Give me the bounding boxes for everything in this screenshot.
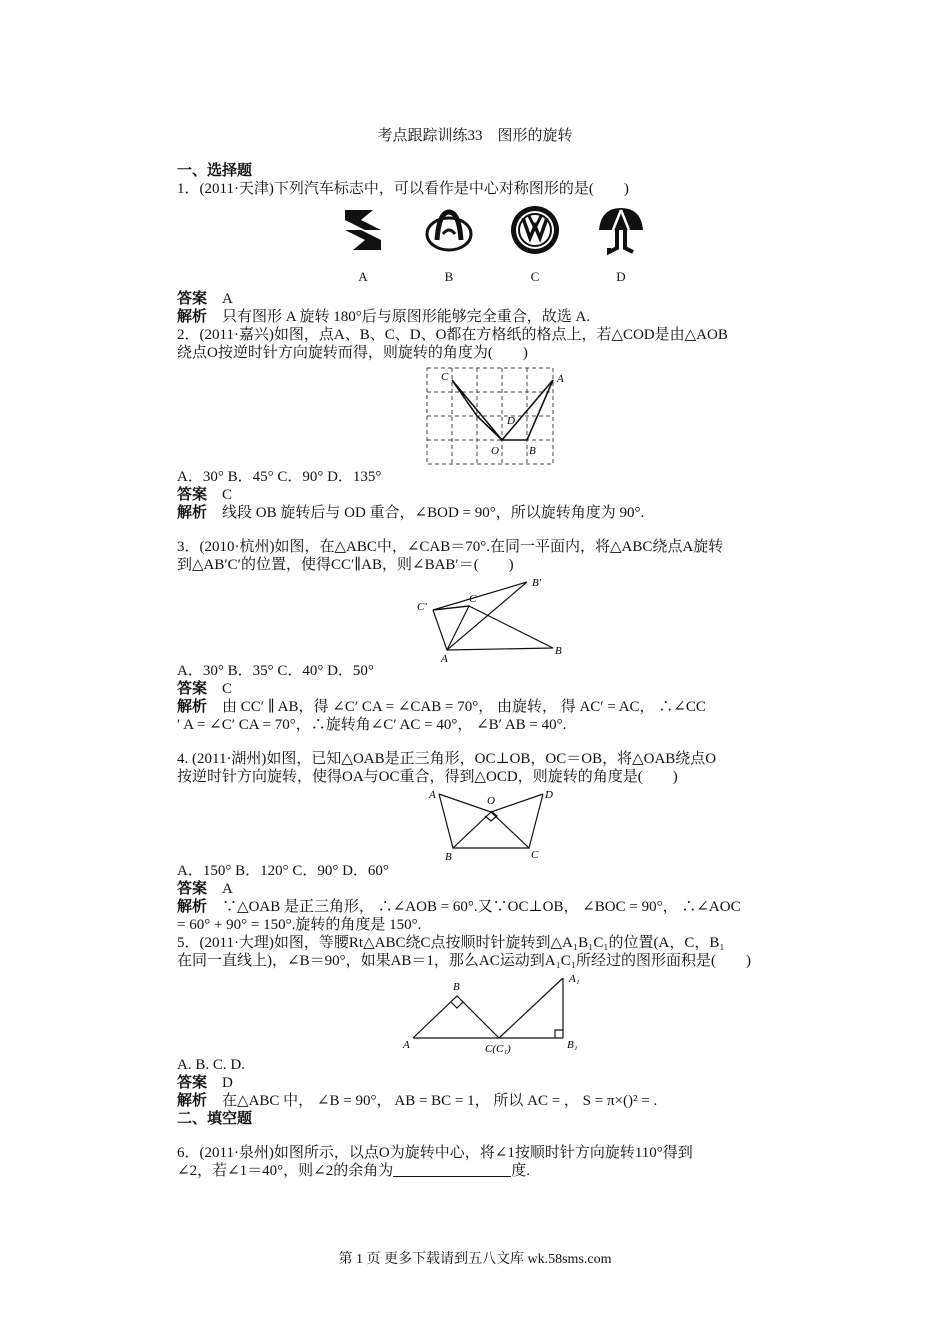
analysis-text: 只有图形 A 旋转 180°后与原图形能够完全重合，故选 A. [222, 309, 591, 325]
answer-label: 答案 [177, 487, 208, 503]
answer-value: A [222, 291, 233, 307]
question-1-stem: 1．(2011·天津)下列汽车标志中，可以看作是中心对称图形的是( ) [177, 181, 629, 197]
answer-label: 答案 [177, 881, 208, 897]
point-label-b1: B₁ [567, 1039, 578, 1051]
answer-label: 答案 [177, 291, 208, 307]
question-3-stem-line2: 到△AB′C′的位置，使得CC′∥AB，则∠BAB′＝( ) [177, 557, 514, 573]
logo-label-a: A [358, 269, 368, 284]
question-4-answer [177, 880, 807, 898]
analysis-text: ∵△OAB 是正三角形， ∴∠AOB = 60°.又∵OC⊥OB， ∠BOC = 90°， ∴∠AOC [222, 899, 741, 915]
question-3-analysis-line1 [177, 698, 807, 716]
question-6-stem-unit: 度. [511, 1163, 530, 1179]
point-label-d: D [507, 415, 515, 427]
point-label-b-prime: B′ [532, 577, 542, 589]
volkswagen-logo-icon [509, 204, 561, 256]
question-6-stem-text: ∠2，若∠1＝40°，则∠2的余角为 [177, 1163, 394, 1179]
question-4-options: A．150° B．120° C．90° D．60° [177, 863, 389, 879]
question-5-answer [177, 1074, 807, 1092]
question-1-answer [177, 290, 807, 308]
section-heading-choice: 一、选择题 [177, 163, 253, 179]
answer-value: C [222, 681, 233, 697]
point-label-b: B [445, 851, 452, 862]
question-1-analysis [177, 308, 807, 326]
point-label-c-c1: C(C₁) [485, 1043, 511, 1055]
umbrella-logo-icon [595, 204, 647, 256]
point-label-c: C [441, 371, 449, 383]
page-footer: 第 1 页 更多下载请到五八文库 wk.58sms.com [338, 1252, 612, 1267]
point-label-a: A [557, 373, 564, 385]
question-2-stem-line2: 绕点O按逆时针方向旋转而得，则旋转的角度为( ) [177, 345, 528, 361]
spacer [177, 522, 807, 538]
question-5-rotation-figure [177, 970, 807, 1056]
question-3-options: A．30° B．35° C．40° D．50° [177, 663, 374, 679]
point-label-o: O [491, 445, 499, 457]
question-5-stem-line2: 在同一直线上)，∠B＝90°，如果AB＝1，那么AC运动到A₁C₁所经过的图形面积是( ) [177, 953, 752, 969]
question-2-options: A．30° B．45° C．90° D．135° [177, 469, 382, 485]
answer-value: A [222, 881, 233, 897]
question-6-stem-line2 [177, 1162, 807, 1180]
analysis-text: 在△ABC 中， ∠B = 90°， AB = BC = 1， 所以 AC = ， S = π×()² = . [222, 1093, 658, 1109]
page-title: 考点跟踪训练33 图形的旋转 [377, 128, 573, 144]
question-5-analysis [177, 1092, 807, 1110]
logo-label-b: B [444, 269, 454, 284]
section-heading-fill: 二、填空题 [177, 1111, 253, 1127]
point-label-b: B [555, 645, 562, 657]
point-label-b: B [529, 445, 536, 457]
answer-value: C [222, 487, 233, 503]
spacer [177, 734, 807, 750]
answer-label: 答案 [177, 681, 208, 697]
suzuki-logo-icon [337, 204, 389, 256]
point-label-c: C [531, 849, 539, 861]
point-label-c-prime: C′ [417, 601, 427, 613]
question-2-answer [177, 486, 807, 504]
car-logo-options [337, 198, 637, 290]
answer-label: 答案 [177, 1075, 208, 1091]
answer-blank[interactable] [393, 1162, 511, 1177]
question-4-analysis-line2: = 60° + 90° = 150°.旋转的角度是 150°. [177, 917, 422, 933]
spacer [177, 1128, 807, 1144]
point-label-a: A [441, 653, 448, 662]
point-label-o: O [487, 795, 495, 807]
point-label-d: D [545, 789, 553, 801]
point-label-b: B [453, 981, 460, 993]
logo-label-c: C [530, 269, 540, 284]
question-4-triangle-figure [177, 786, 807, 862]
answer-value: D [222, 1075, 233, 1091]
analysis-text: 线段 OB 旋转后与 OD 重合，∠BOD = 90°，所以旋转角度为 90°. [222, 505, 645, 521]
question-6-stem-line1: 6．(2011·泉州)如图所示，以点O为旋转中心，将∠1按顺时针方向旋转110°得到 [177, 1145, 693, 1161]
question-2-grid-figure [177, 362, 807, 468]
question-4-stem-line2: 按逆时针方向旋转，使得OA与OC重合，得到△OCD，则旋转的角度是( ) [177, 769, 678, 785]
question-4-stem-line1: 4. (2011·湖州)如图，已知△OAB是正三角形，OC⊥OB，OC＝OB，将△OAB绕点O [177, 751, 717, 767]
question-2-analysis [177, 504, 807, 522]
point-label-a: A [403, 1039, 410, 1051]
question-3-analysis-line2: ′ A = ∠C′ CA = 70°，∴旋转角∠C′ AC = 40°， ∠B′ AB = 40°. [177, 717, 567, 733]
point-label-a1: A₁ [569, 973, 580, 985]
analysis-label: 解析 [177, 505, 208, 521]
analysis-label: 解析 [177, 699, 208, 715]
question-3-stem-line1: 3．(2010·杭州)如图，在△ABC中，∠CAB＝70°.在同一平面内，将△ABC绕点A旋转 [177, 539, 724, 555]
question-2-stem-line1: 2．(2011·嘉兴)如图，点A、B、C、D、O都在方格纸的格点上，若△COD是由△AOB [177, 327, 728, 343]
point-label-a: A [429, 789, 436, 801]
analysis-label: 解析 [177, 1093, 208, 1109]
analysis-label: 解析 [177, 309, 208, 325]
question-4-analysis-line1 [177, 898, 807, 916]
question-5-stem-line1: 5．(2011·大理)如图，等腰Rt△ABC绕C点按顺时针旋转到△A₁B₁C₁的位置(A，C，B₁ [177, 935, 725, 951]
logo-label-d: D [616, 269, 626, 284]
point-label-c: C [469, 593, 477, 605]
arch-logo-icon [423, 204, 475, 256]
question-3-triangle-figure [177, 574, 807, 662]
question-3-answer [177, 680, 807, 698]
document-body [177, 162, 807, 1180]
analysis-label: 解析 [177, 899, 208, 915]
analysis-text: 由 CC′ ∥ AB，得 ∠C′ CA = ∠CAB = 70°， 由旋转， 得 AC′ = AC， ∴∠CC [222, 699, 706, 715]
question-5-options: A. B. C. D. [177, 1057, 245, 1073]
